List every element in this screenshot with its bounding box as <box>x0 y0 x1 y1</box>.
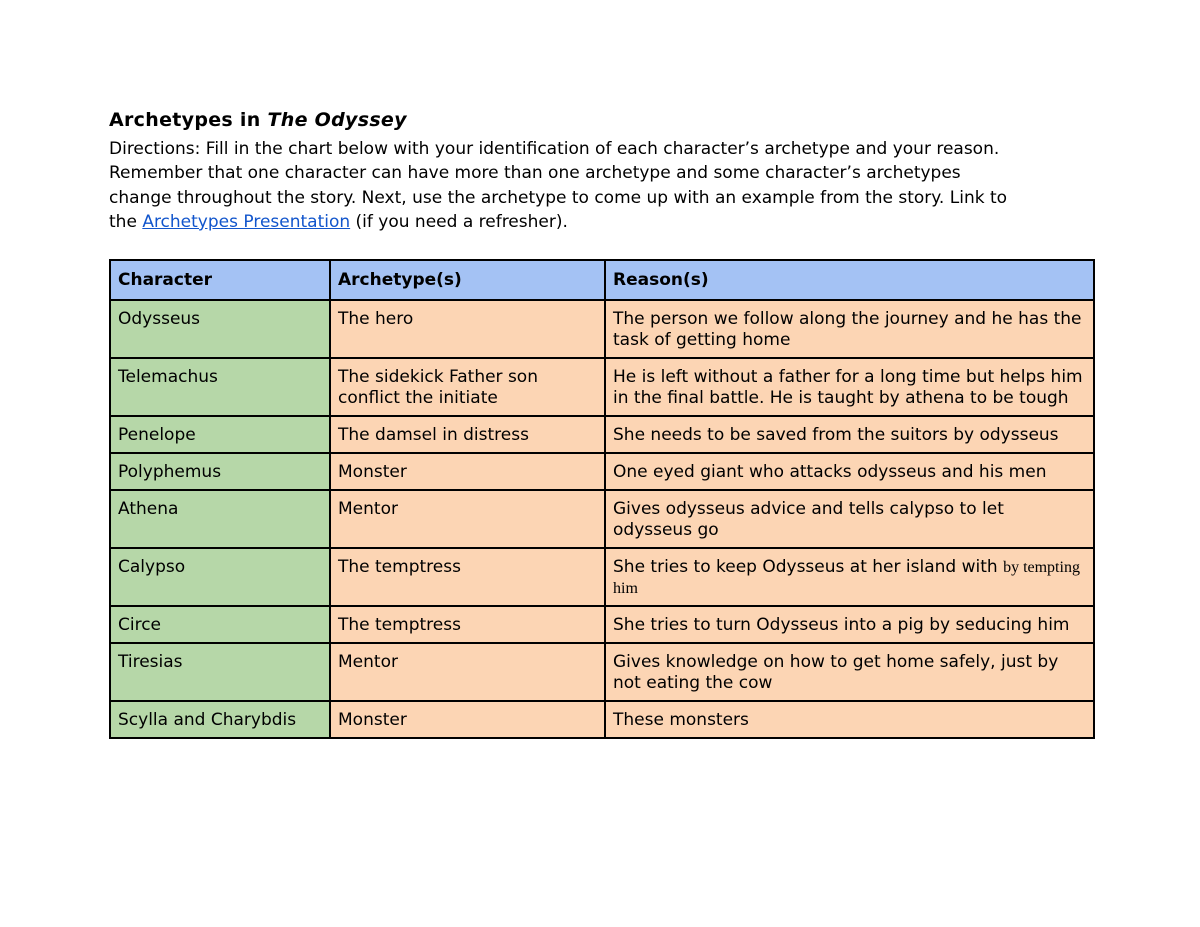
directions-line-4-start: the <box>109 211 143 232</box>
header-archetype: Archetype(s) <box>330 260 605 300</box>
reason-cell[interactable]: She tries to turn Odysseus into a pig by seducing him <box>605 606 1094 643</box>
character-cell[interactable]: Scylla and Charybdis <box>110 701 330 738</box>
reason-text-serif: by tempting him <box>613 559 1080 597</box>
reason-cell[interactable]: The person we follow along the journey and he has the task of getting home <box>605 300 1094 358</box>
character-cell[interactable]: Calypso <box>110 548 330 606</box>
archetype-cell[interactable]: Monster <box>330 453 605 490</box>
directions-paragraph <box>109 137 1109 234</box>
archetypes-table <box>109 259 1095 739</box>
table-row <box>110 701 1094 738</box>
title-italic-text: The Odyssey <box>267 109 407 131</box>
archetypes-presentation-link[interactable]: Archetypes Presentation <box>142 211 351 232</box>
table-row <box>110 490 1094 548</box>
character-cell[interactable]: Penelope <box>110 416 330 453</box>
archetype-cell[interactable]: The damsel in distress <box>330 416 605 453</box>
directions-line-4 <box>109 210 1109 234</box>
header-character: Character <box>110 260 330 300</box>
table-header-row <box>110 260 1094 300</box>
table-row <box>110 548 1094 606</box>
archetype-cell[interactable]: The hero <box>330 300 605 358</box>
page-title <box>109 109 407 131</box>
directions-line-4-end: (if you need a refresher). <box>350 211 568 232</box>
character-cell[interactable]: Telemachus <box>110 358 330 416</box>
directions-line-2: Remember that one character can have more than one archetype and some character’s archetypes <box>109 163 961 184</box>
table-row <box>110 453 1094 490</box>
character-cell[interactable]: Tiresias <box>110 643 330 701</box>
reason-cell[interactable]: Gives odysseus advice and tells calypso to let odysseus go <box>605 490 1094 548</box>
character-cell[interactable]: Athena <box>110 490 330 548</box>
directions-line-1: Directions: Fill in the chart below with your identification of each character’s archetype and your reason. <box>109 139 1000 159</box>
table-row <box>110 300 1094 358</box>
archetype-cell[interactable]: Mentor <box>330 490 605 548</box>
archetype-cell[interactable]: The temptress <box>330 606 605 643</box>
character-cell[interactable]: Circe <box>110 606 330 643</box>
archetype-cell[interactable]: Mentor <box>330 643 605 701</box>
character-cell[interactable]: Odysseus <box>110 300 330 358</box>
table-row <box>110 606 1094 643</box>
reason-cell[interactable]: He is left without a father for a long time but helps him in the final battle. He is taught by athena to be tough <box>605 358 1094 416</box>
directions-line-3: change throughout the story. Next, use the archetype to come up with an example from the story. Link to <box>109 187 1008 208</box>
reason-cell[interactable]: She needs to be saved from the suitors by odysseus <box>605 416 1094 453</box>
table-row <box>110 643 1094 701</box>
archetype-cell[interactable]: The sidekick Father son conflict the initiate <box>330 358 605 416</box>
reason-cell[interactable]: These monsters <box>605 701 1094 738</box>
character-cell[interactable]: Polyphemus <box>110 453 330 490</box>
reason-cell[interactable]: Gives knowledge on how to get home safely, just by not eating the cow <box>605 643 1094 701</box>
reason-text: She tries to keep Odysseus at her island with <box>613 557 1004 577</box>
table-row <box>110 358 1094 416</box>
table-row <box>110 416 1094 453</box>
archetype-cell[interactable]: Monster <box>330 701 605 738</box>
header-reason: Reason(s) <box>605 260 1094 300</box>
reason-cell[interactable] <box>605 548 1094 606</box>
title-text: Archetypes in <box>109 109 268 131</box>
reason-cell[interactable]: One eyed giant who attacks odysseus and his men <box>605 453 1094 490</box>
archetype-cell[interactable]: The temptress <box>330 548 605 606</box>
